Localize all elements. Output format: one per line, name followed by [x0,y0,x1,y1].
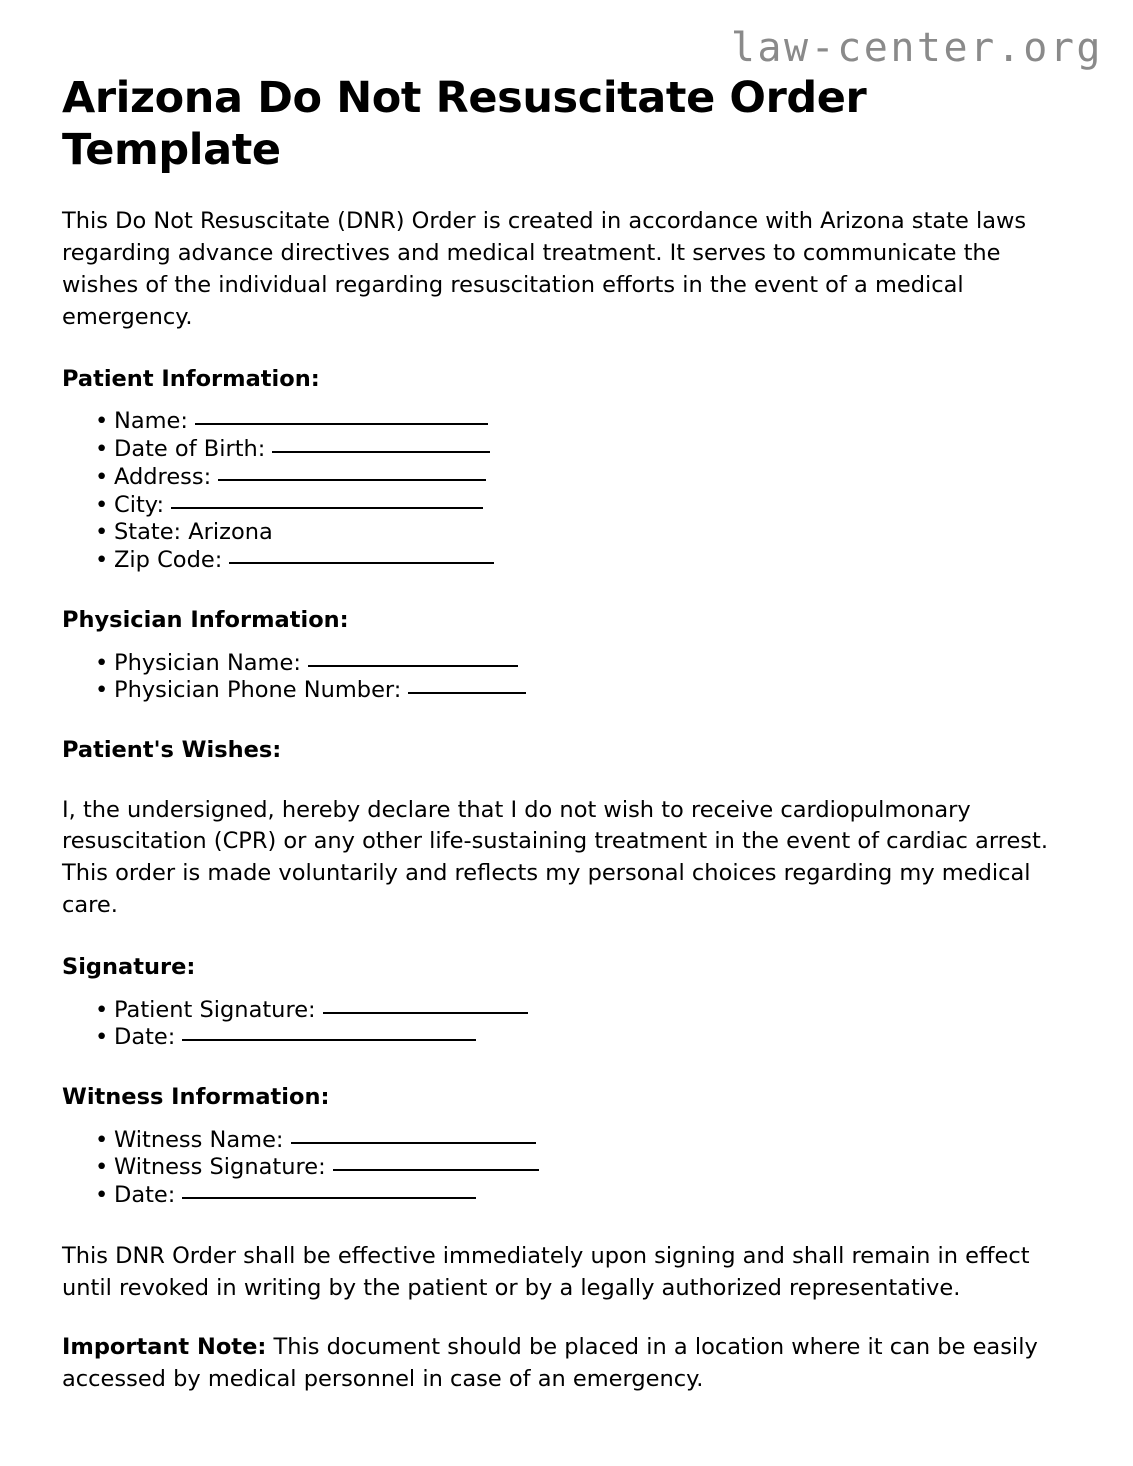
fill-in-line[interactable] [182,1197,476,1199]
intro-paragraph: This Do Not Resuscitate (DNR) Order is created in accordance with Arizona state laws regarding advance directives and medical treatment. It serves to communicate the wishes of the individual regarding resuscitation efforts in the event of a medical emergency. [62,207,1027,330]
fill-in-line[interactable] [171,507,483,509]
list-item [62,1182,1072,1210]
closing-paragraph: This DNR Order shall be effective immediately upon signing and shall remain in effect until revoked in writing by the patient or by a legally authorized representative. [62,1243,1030,1302]
important-note-label: Important Note: [62,1334,267,1361]
field-label: Patient Signature: [114,996,316,1023]
fill-in-line[interactable] [408,692,526,694]
field-label: State: Arizona [114,519,273,546]
list-item [62,519,1072,547]
list-item [62,1154,1072,1182]
list-item [62,408,1072,436]
list-item [62,492,1072,520]
fill-in-line[interactable] [323,1012,528,1014]
fill-in-line[interactable] [291,1142,536,1144]
witness-information-field-list [62,1127,1072,1211]
list-item [62,547,1072,575]
signature-field-list [62,997,1072,1053]
field-label: Physician Name: [114,649,301,676]
page-title: Arizona Do Not Resuscitate Order Template [62,73,867,176]
important-note-text: This document should be placed in a location where it can be easily accessed by medical personnel in case of an emergency. [62,1334,1038,1393]
field-label: Address: [114,463,212,490]
document-content [62,72,1072,1396]
section-heading-physician-information: Physician Information: [62,607,349,634]
field-label: Date: [114,1182,176,1209]
list-item [62,1127,1072,1155]
field-label: Name: [114,407,188,434]
field-label: Witness Signature: [114,1154,326,1181]
fill-in-line[interactable] [218,479,486,481]
field-label: Date of Birth: [114,435,266,462]
fill-in-line[interactable] [195,423,488,425]
field-label: Witness Name: [114,1126,284,1153]
fill-in-line[interactable] [308,665,518,667]
list-item [62,677,1072,705]
fill-in-line[interactable] [333,1169,539,1171]
patients-wishes-paragraph: I, the undersigned, hereby declare that I do not wish to receive cardiopulmonary resuscitation (CPR) or any other life-sustaining treatment in the event of cardiac arrest. This order is made voluntarily and reflects my personal choices regarding my medical care. [62,796,1048,919]
list-item [62,997,1072,1025]
section-heading-patients-wishes: Patient's Wishes: [62,737,282,764]
section-heading-witness-information: Witness Information: [62,1084,330,1111]
list-item [62,650,1072,678]
field-label: City: [114,491,165,518]
section-heading-signature: Signature: [62,954,196,981]
patient-information-field-list [62,408,1072,575]
fill-in-line[interactable] [229,562,494,564]
list-item [62,464,1072,492]
section-heading-patient-information: Patient Information: [62,365,320,392]
list-item [62,1024,1072,1052]
field-label: Zip Code: [114,547,223,574]
list-item [62,436,1072,464]
important-note-paragraph [62,1332,1070,1396]
field-label: Date: [114,1024,176,1051]
site-watermark: law-center.org [730,25,1103,71]
field-label: Physician Phone Number: [114,677,402,704]
fill-in-line[interactable] [272,451,490,453]
fill-in-line[interactable] [182,1039,476,1041]
physician-information-field-list [62,650,1072,706]
